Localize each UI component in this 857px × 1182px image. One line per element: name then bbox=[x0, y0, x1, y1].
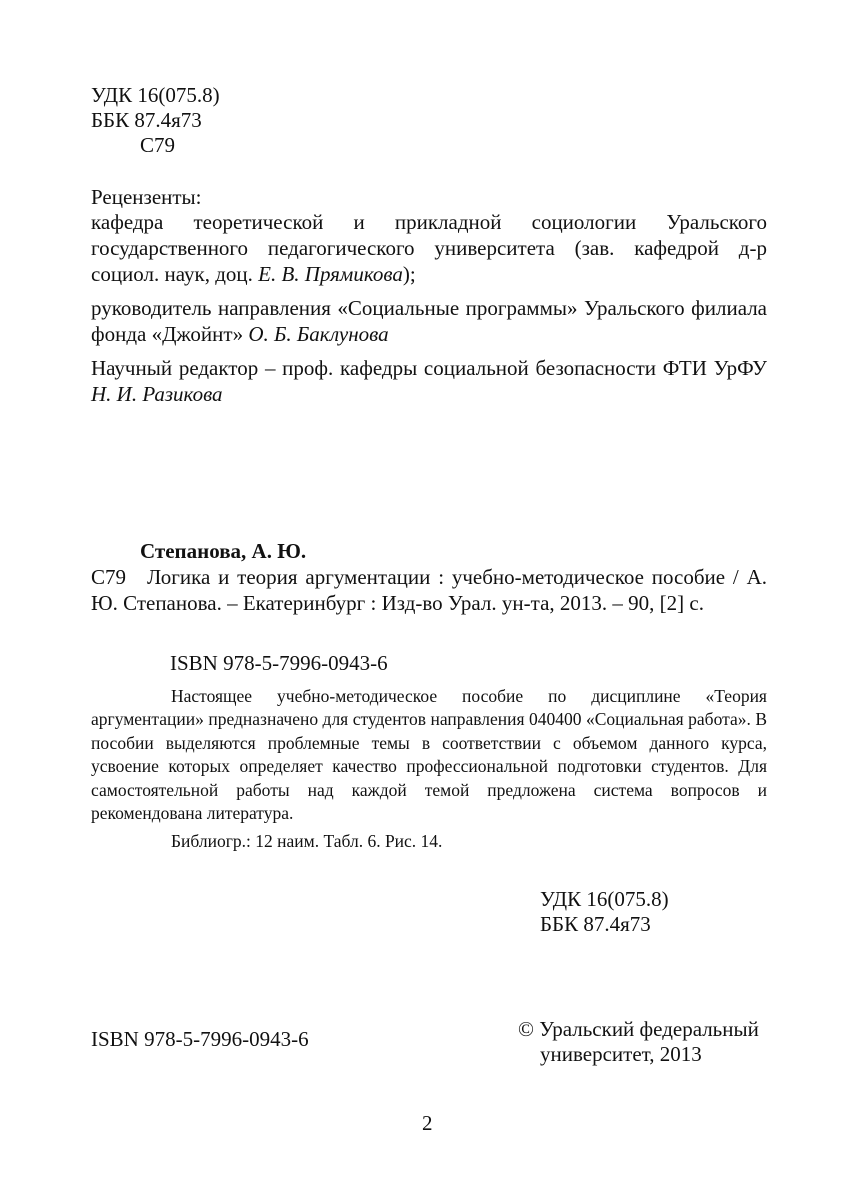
reviewers-heading: Рецензенты: bbox=[91, 185, 202, 209]
reviewer-2-name: О. Б. Баклунова bbox=[248, 322, 389, 346]
imprint-isbn: ISBN 978-5-7996-0943-6 bbox=[91, 1027, 309, 1051]
reviewer-1-tail: ); bbox=[402, 262, 416, 286]
catalog-bibliography: Библиогр.: 12 наим. Табл. 6. Рис. 14. bbox=[171, 831, 443, 851]
reviewer-1-text: кафедра теоретической и прикладной социологии Уральского государственного педагогического университета (зав. кафедрой д-р социол. наук, доц. bbox=[91, 210, 767, 286]
catalog-description: Логика и теория аргументации : учебно-методическое пособие / А. Ю. Степанова. – Екатеринбург : Изд-во Урал. ун-та, 2013. – 90, [2] с. bbox=[91, 565, 767, 615]
catalog-annotation: Настоящее учебно-методическое пособие по дисциплине «Теория аргументации» предназначено для студентов направления 040400 «Социальная работа». В пособии выделяются проблемные темы в соответствии с объемом данного курса, усвоение которых определяет качество профессиональной подготовки студентов. Для самостоятельной работы над каждой темой предложена система вопросов и рекомендована литература. bbox=[91, 686, 767, 824]
page-number: 2 bbox=[422, 1111, 433, 1135]
copyright-line-2: университет, 2013 bbox=[540, 1042, 702, 1066]
udk-code: УДК 16(075.8) bbox=[91, 83, 220, 107]
catalog-author bbox=[140, 538, 306, 564]
footer-bbk: ББК 87.4я73 bbox=[540, 912, 651, 936]
reviewer-1 bbox=[91, 209, 767, 287]
footer-udk: УДК 16(075.8) bbox=[540, 887, 669, 911]
editor-name: Н. И. Разикова bbox=[91, 382, 223, 406]
editor-text: Научный редактор – проф. кафедры социальной безопасности ФТИ УрФУ bbox=[91, 356, 767, 380]
reviewer-1-name: Е. В. Прямикова bbox=[258, 262, 403, 286]
scientific-editor bbox=[91, 355, 767, 407]
copyright-line-1: © Уральский федеральный bbox=[518, 1017, 759, 1041]
author-mark: С79 bbox=[140, 133, 176, 157]
reviewer-2 bbox=[91, 295, 767, 347]
reviewer-2-text: руководитель направления «Социальные программы» Уральского филиала фонда «Джойнт» bbox=[91, 296, 767, 346]
catalog-isbn: ISBN 978-5-7996-0943-6 bbox=[170, 651, 388, 675]
catalog-author-name: Степанова, А. Ю. bbox=[140, 539, 307, 563]
catalog-entry bbox=[91, 564, 767, 616]
catalog-code: С79 bbox=[91, 565, 127, 589]
bbk-code: ББК 87.4я73 bbox=[91, 108, 202, 132]
